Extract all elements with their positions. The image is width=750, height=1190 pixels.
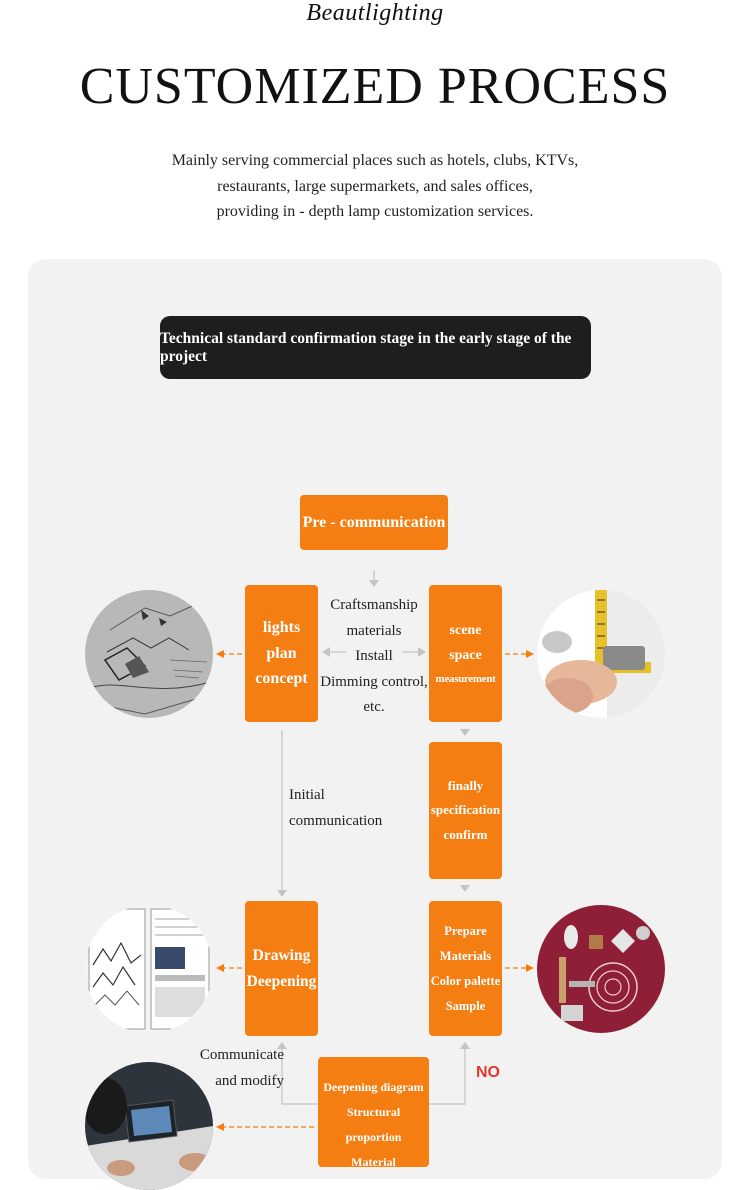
lights-plan-concept-label: lights plan concept	[255, 619, 308, 688]
pre-communication-label: Pre - communication	[302, 513, 446, 531]
finally-specification-confirm-box	[429, 742, 502, 879]
arrow-pre-down	[369, 580, 379, 587]
laptop-meeting-photo	[85, 1062, 213, 1190]
space-label: space	[449, 647, 482, 663]
pre-communication-box	[300, 495, 448, 550]
center-note: Craftsmanship materials Install Dimming control, etc.	[320, 597, 428, 715]
arrowhead-drawing	[216, 964, 224, 972]
arrowhead-prepare	[526, 964, 534, 972]
finally-specification-confirm-label: finally specification confirm	[430, 777, 501, 842]
drawing-deepening-box	[245, 901, 318, 1036]
stage-label: Technical standard confirmation stage in the early stage of the project	[160, 329, 572, 365]
communicate-modify-note: Communicate and modify	[199, 1047, 284, 1089]
intro-line: Mainly serving commercial places such as hotels, clubs, KTVs,	[171, 152, 579, 169]
arrow-finally-down	[460, 885, 470, 892]
intro-line: restaurants, large supermarkets, and sales offices,	[217, 177, 533, 195]
deepening-diagram-label: Deepening diagram Structural proportion Material	[323, 1080, 424, 1169]
prepare-materials-label: Prepare Materials Color palette Sample	[430, 923, 501, 1013]
no-label: NO	[476, 1064, 500, 1081]
drawing-deepening-label: Drawing Deepening	[246, 947, 317, 990]
initial-communication-note: Initial communication	[289, 787, 383, 829]
brand-logo: Beautlighting	[306, 0, 444, 26]
arrow-no-up	[460, 1042, 470, 1049]
measurement-label: measurement	[435, 672, 496, 685]
arrow-initial-down	[277, 890, 287, 897]
prepare-materials-box	[429, 901, 502, 1036]
scene-space-measurement-box	[429, 585, 502, 722]
arrowhead-scene	[526, 650, 534, 658]
drawings-photo	[85, 905, 213, 1033]
scene-label: scene	[449, 622, 482, 638]
lights-plan-concept-box	[245, 585, 318, 722]
arrow-scene-down	[460, 729, 470, 736]
connector-no-up	[429, 1045, 465, 1104]
page-title: CUSTOMIZED PROCESS	[79, 58, 671, 115]
material-samples-photo	[537, 905, 665, 1033]
sketch-photo	[85, 590, 213, 718]
intro-line: providing in - depth lamp customization services.	[216, 203, 534, 220]
measuring-tape-photo	[537, 590, 665, 718]
connector-modify-up	[282, 1048, 318, 1104]
arrowhead-lights	[216, 650, 224, 658]
deepening-diagram-box	[318, 1057, 429, 1167]
arrowhead-deepening	[216, 1123, 224, 1131]
